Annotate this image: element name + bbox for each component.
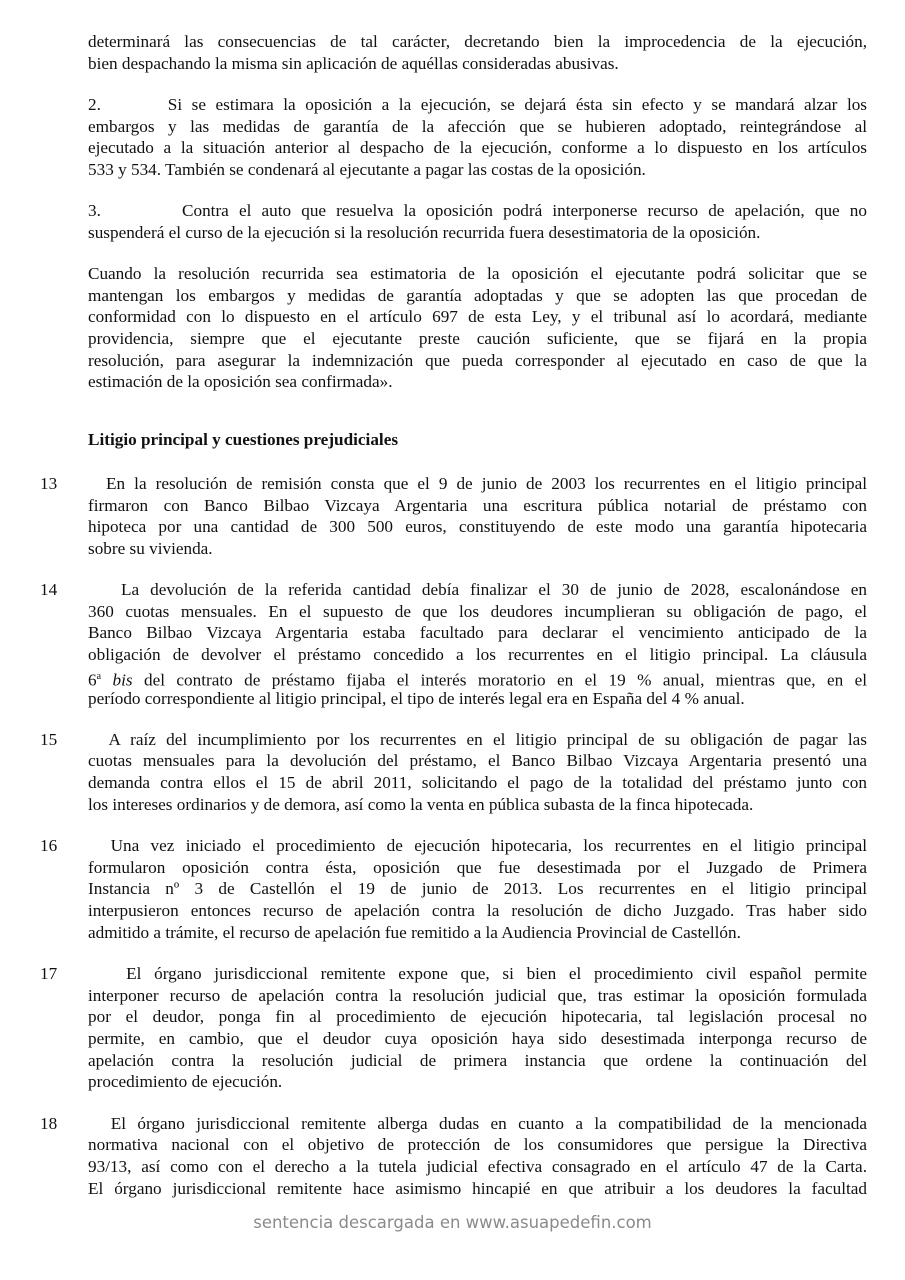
text-line: Cuando la resolución recurrida sea estimatoria de la oposición el ejecutante podrá solicitar que se [88, 264, 867, 283]
paragraph-number: 15 [40, 729, 58, 749]
numbered-paragraph-16 [40, 835, 867, 943]
footer-watermark: sentencia descargada en www.asuapedefin.com [253, 1213, 652, 1232]
paragraph-number: 17 [40, 963, 58, 983]
text-line: En la resolución de remisión consta que el 9 de junio de 2003 los recurrentes en el litigio principal [88, 473, 867, 493]
text-line: demanda contra ellos el 15 de abril 2011, solicitando el pago de la totalidad del préstamo junto con [88, 773, 867, 793]
text-line: 360 cuotas mensuales. En el supuesto de que los deudores incumplieran su obligación de pago, el [88, 601, 867, 621]
text-line: sobre su vivienda. [88, 538, 213, 558]
numbered-paragraph-17 [40, 963, 867, 1093]
text-line: La devolución de la referida cantidad debía finalizar el 30 de junio de 2028, escalonándose en [88, 580, 867, 600]
text-line: los intereses ordinarios y de demora, así como la venta en pública subasta de la finca hipotecada. [88, 794, 754, 814]
text-line: mantengan los embargos y medidas de garantía adoptadas y que se adopten las que procedan de [88, 285, 867, 305]
numbered-paragraph-14 [40, 579, 868, 709]
text-line: 93/13, así como con el derecho a la tutela judicial efectiva consagrado en el artículo 47 de la Carta. [88, 1156, 867, 1176]
text-line: bien despachando la misma sin aplicación de aquéllas consideradas abusivas. [88, 53, 619, 73]
text-line: El órgano jurisdiccional remitente hace asimismo hincapié en que atribuir a los deudores la facultad [88, 1178, 867, 1198]
text-line: apelación contra la resolución judicial de primera instancia que ordene la continuación del [88, 1050, 867, 1070]
text-line: período correspondiente al litigio principal, el tipo de interés legal era en España del 4 % anual. [88, 688, 745, 708]
text-line: 2. Si se estimara la oposición a la ejecución, se dejará ésta sin efecto y se mandará alzar los [88, 94, 867, 114]
text-line: formularon oposición contra ésta, oposición que fue desestimada por el Juzgado de Primera [88, 857, 867, 877]
section-heading: Litigio principal y cuestiones prejudiciales [88, 430, 399, 450]
text-line: admitido a trámite, el recurso de apelación fue remitido a la Audiencia Provincial de Castellón. [88, 922, 741, 942]
numbered-paragraph-13 [40, 473, 867, 560]
text-line: conformidad con lo dispuesto en el artículo 697 de esta Ley, y el tribunal así lo acordará, mediante [88, 307, 867, 327]
text-line: Banco Bilbao Vizcaya Argentaria estaba facultado para declarar el vencimiento anticipado de la [88, 623, 867, 643]
text-line: Instancia nº 3 de Castellón el 19 de junio de 2013. Los recurrentes en el litigio principal [88, 879, 867, 899]
text-line: suspenderá el curso de la ejecución si la resolución recurrida fuera desestimatoria de la oposición. [88, 222, 761, 242]
quoted-paragraph [88, 31, 867, 74]
text-line: interponer recurso de apelación contra la resolución judicial que, tras estimar la oposición formulada [88, 985, 867, 1005]
text-line: procedimiento de ejecución. [88, 1072, 283, 1092]
text-line: obligación de devolver el préstamo concedido a los recurrentes en el litigio principal. La cláusula [88, 645, 867, 665]
text-line: firmaron con Banco Bilbao Vizcaya Argentaria una escritura pública notarial de préstamo con [88, 495, 867, 515]
text-line: 533 y 534. También se condenará al ejecutante a pagar las costas de la oposición. [88, 159, 646, 179]
paragraph-number: 14 [40, 580, 58, 600]
text-line: 6$^a$ bis del contrato de préstamo fijaba el interés moratorio en el 19 % anual, mientras que, en el [88, 670, 868, 690]
text-line: normativa nacional con el objetivo de protección de los consumidores que persigue la Directiva [88, 1135, 867, 1155]
text-line: estimación de la oposición sea confirmada». [88, 372, 393, 392]
text-line: El órgano jurisdiccional remitente alberga dudas en cuanto a la compatibilidad de la mencionada [88, 1113, 867, 1133]
document-page [40, 31, 868, 1199]
quoted-paragraph [88, 200, 867, 243]
text-line: hipoteca por una cantidad de 300 500 euros, constituyendo de este modo una garantía hipotecaria [88, 517, 867, 537]
paragraph-number: 18 [40, 1113, 58, 1133]
text-line: resolución, para asegurar la indemnización que pueda corresponder al ejecutado en caso de que la [88, 350, 867, 370]
text-line: interpusieron entonces recurso de apelación contra la resolución de dicho Juzgado. Tras haber sido [88, 901, 867, 921]
text-line: 3. Contra el auto que resuelva la oposición podrá interponerse recurso de apelación, que no [88, 201, 867, 221]
text-line: cuotas mensuales para la devolución del préstamo, el Banco Bilbao Vizcaya Argentaria presentó una [88, 751, 867, 771]
text-line: providencia, siempre que el ejecutante preste caución suficiente, que se fijará en la propia [88, 329, 867, 349]
paragraph-number: 13 [40, 473, 58, 493]
text-line: ejecutado a la situación anterior al despacho de la ejecución, conforme a lo dispuesto en los artículos [88, 138, 867, 158]
text-line: permite, en cambio, que el deudor cuya oposición haya sido desestimada interponga recurso de [88, 1028, 867, 1048]
text-line: determinará las consecuencias de tal carácter, decretando bien la improcedencia de la ejecución, [88, 32, 867, 51]
text-line: embargos y las medidas de garantía de la afección que se hubieren adoptado, reintegrándose al [88, 116, 867, 136]
numbered-paragraph-15 [40, 729, 867, 816]
text-line: Una vez iniciado el procedimiento de ejecución hipotecaria, los recurrentes en el litigio principal [88, 835, 867, 855]
quoted-paragraph [88, 94, 867, 181]
paragraph-number: 16 [40, 835, 58, 855]
text-line: A raíz del incumplimiento por los recurrentes en el litigio principal de su obligación de pagar las [88, 729, 867, 749]
text-line: por el deudor, ponga fin al procedimiento de ejecución hipotecaria, tal legislación procesal no [88, 1007, 867, 1027]
quoted-paragraph [88, 263, 867, 393]
numbered-paragraph-18 [40, 1113, 867, 1200]
text-line: El órgano jurisdiccional remitente expone que, si bien el procedimiento civil español permite [88, 963, 867, 983]
